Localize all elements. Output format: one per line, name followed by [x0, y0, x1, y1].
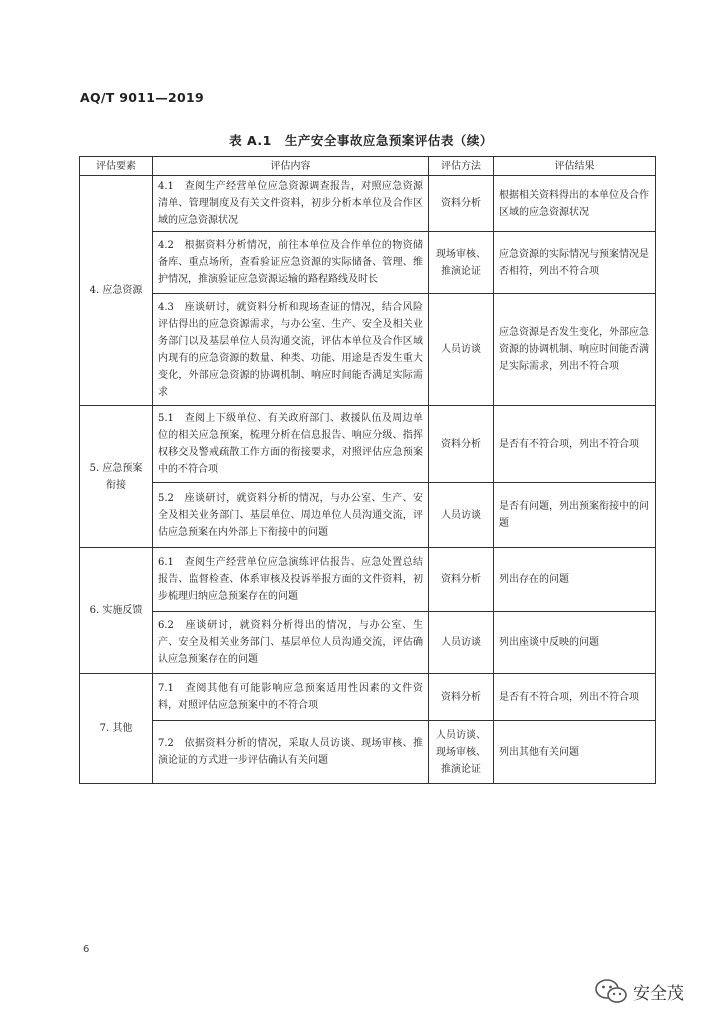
content-cell: 5.1 查阅上下级单位、有关政府部门、救援队伍及周边单位的相关应急预案，梳理分析在信息报告、响应分级、指挥权移交及警戒疏散工作方面的衔接要求，对照评估应急预案中的不符合项 [153, 406, 429, 483]
table-title: 表 A.1 生产安全事故应急预案评估表（续） [229, 133, 493, 148]
result-cell: 列出座谈中反映的问题 [494, 612, 656, 674]
method-cell: 人员访谈 [429, 483, 494, 548]
factor-cell: 5. 应急预案衔接 [80, 406, 153, 548]
content-cell: 5.2 座谈研讨，就资料分析的情况，与办公室、生产、安全及相关业务部门、基层单位、周边单位人员沟通交流，评估应急预案在内外部上下衔接中的问题 [153, 483, 429, 548]
column-header-factor: 评估要素 [80, 157, 153, 176]
method-cell: 资料分析 [429, 548, 494, 612]
content-cell: 6.2 座谈研讨，就资料分析得出的情况，与办公室、生产、安全及相关业务部门、基层单位人员沟通交流，评估确认应急预案存在的问题 [153, 612, 429, 674]
result-cell: 是否有问题，列出预案衔接中的问题 [494, 483, 656, 548]
watermark-text: 安全茂 [633, 983, 684, 1004]
content-cell: 4.2 根据资料分析情况，前往本单位及合作单位的物资储备库、重点场所，查看验证应急资源的实际储备、管理、维护情况，推演验证应急资源运输的路程路线及时长 [153, 232, 429, 294]
factor-cell: 7. 其他 [80, 674, 153, 784]
standard-code: AQ/T 9011—2019 [80, 90, 205, 105]
content-cell: 6.1 查阅生产经营单位应急演练评估报告、应急处置总结报告、监督检查、体系审核及投诉举报方面的文件资料，初步梳理归纳应急预案存在的问题 [153, 548, 429, 612]
result-cell: 是否有不符合项，列出不符合项 [494, 406, 656, 483]
watermark [594, 978, 684, 1004]
table-row [80, 406, 656, 483]
result-cell: 应急资源是否发生变化，外部应急资源的协调机制、响应时间能否满足实际需求，列出不符合项 [494, 294, 656, 406]
content-cell: 4.3 座谈研讨，就资料分析和现场查证的情况，结合风险评估得出的应急资源需求，与办公室、生产、安全及相关业务部门以及基层单位人员沟通交流，评估本单位及合作区域内现有的应急资源的数量、种类、功能、用途是否发生重大变化，外部应急资源的协调机制、响应时间能否满足实际需求 [153, 294, 429, 406]
evaluation-table [79, 156, 656, 784]
factor-cell: 6. 实施反馈 [80, 548, 153, 674]
column-header-method: 评估方法 [429, 157, 494, 176]
table-header-row [80, 157, 656, 176]
page-number: 6 [83, 944, 90, 955]
method-cell: 人员访谈 [429, 294, 494, 406]
table-row [80, 176, 656, 232]
method-cell: 资料分析 [429, 176, 494, 232]
column-header-result: 评估结果 [494, 157, 656, 176]
wechat-icon [594, 978, 628, 1004]
method-cell: 现场审核、推演论证 [429, 232, 494, 294]
column-header-content: 评估内容 [153, 157, 429, 176]
factor-cell: 4. 应急资源 [80, 176, 153, 406]
table-row [80, 483, 656, 548]
method-cell: 资料分析 [429, 674, 494, 721]
result-cell: 是否有不符合项，列出不符合项 [494, 674, 656, 721]
result-cell: 根据相关资料得出的本单位及合作区域的应急资源状况 [494, 176, 656, 232]
content-cell: 7.1 查阅其他有可能影响应急预案适用性因素的文件资料，对照评估应急预案中的不符合项 [153, 674, 429, 721]
table-row [80, 232, 656, 294]
method-cell: 人员访谈 [429, 612, 494, 674]
content-cell: 7.2 依据资料分析的情况，采取人员访谈、现场审核、推演论证的方式进一步评估确认有关问题 [153, 721, 429, 784]
method-cell: 人员访谈、现场审核、推演论证 [429, 721, 494, 784]
table-row [80, 294, 656, 406]
table-row [80, 674, 656, 721]
method-cell: 资料分析 [429, 406, 494, 483]
result-cell: 列出存在的问题 [494, 548, 656, 612]
table-row [80, 721, 656, 784]
table-row [80, 612, 656, 674]
content-cell: 4.1 查阅生产经营单位应急资源调查报告，对照应急资源清单、管理制度及有关文件资料，初步分析本单位及合作区域的应急资源状况 [153, 176, 429, 232]
table-row [80, 548, 656, 612]
result-cell: 列出其他有关问题 [494, 721, 656, 784]
result-cell: 应急资源的实际情况与预案情况是否相符，列出不符合项 [494, 232, 656, 294]
